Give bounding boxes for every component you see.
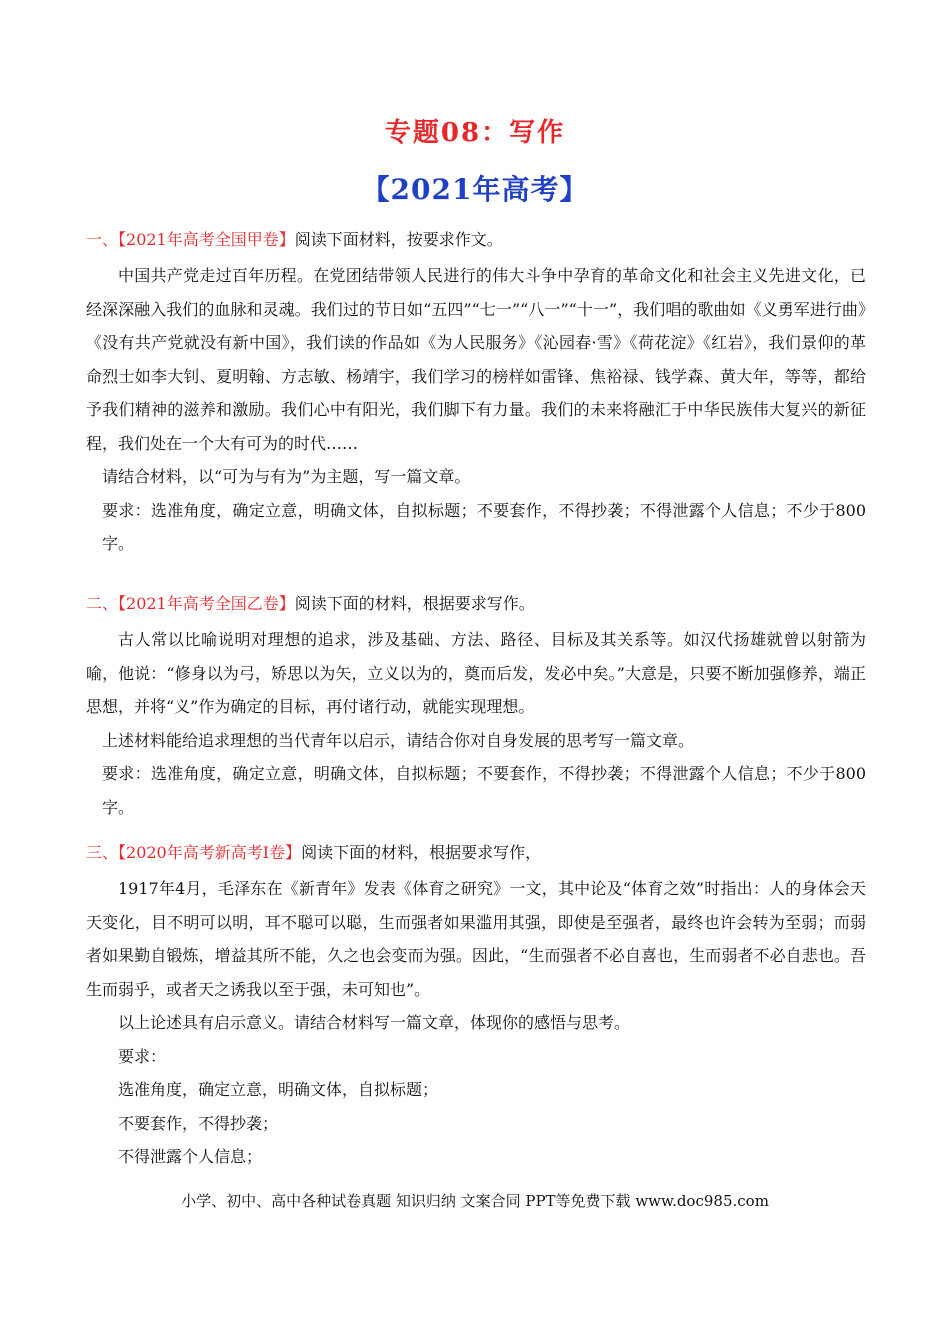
question-3-task: 以上论述具有启示意义。请结合材料写一篇文章，体现你的感悟与思考。 bbox=[118, 1013, 631, 1032]
question-2-number: 二、 bbox=[86, 594, 119, 613]
page-title: 专题08：写作 bbox=[384, 118, 566, 148]
question-3-number: 三、 bbox=[86, 843, 119, 862]
question-2-task: 上述材料能给追求理想的当代青年以启示，请结合你对自身发展的思考写一篇文章。 bbox=[102, 730, 695, 750]
question-1-number: 一、 bbox=[86, 230, 119, 249]
question-3-req-label: 要求： bbox=[118, 1046, 167, 1066]
question-2-source: 【2021年高考全国乙卷】 bbox=[118, 594, 295, 613]
question-3-source: 【2020年高考新高考Ⅰ卷】 bbox=[118, 843, 302, 862]
page-subtitle: 【2021年高考】 bbox=[361, 173, 589, 206]
question-2-prompt: 阅读下面的材料，根据要求写作。 bbox=[294, 594, 535, 613]
question-3-body bbox=[86, 872, 866, 1174]
question-2-requirements: 要求：选准角度，确定立意，明确文体，自拟标题；不要套作，不得抄袭；不得泄露个人信息；不少于800字。 bbox=[102, 764, 866, 817]
question-3-material: 1917年4月，毛泽东在《新青年》发表《体育之研究》一文，其中论及“体育之效”时指出：人的身体会天天变化，目不明可以明，耳不聪可以聪，生而强者如果滥用其强，即使是至强者，最终也许会转为至弱；而弱者如果勤自锻炼，增益其所不能，久之也会变而为强。因此，“生而强者不必自喜也，生而弱者不必自悲也。吾生而弱乎，或者天之诱我以至于强，未可知也”。 bbox=[86, 879, 866, 999]
question-1-heading bbox=[86, 228, 866, 252]
question-1-requirements: 要求：选准角度，确定立意，明确文体，自拟标题；不要套作，不得抄袭；不得泄露个人信息；不少于800字。 bbox=[102, 500, 866, 553]
question-2-material: 古人常以比喻说明对理想的追求，涉及基础、方法、路径、目标及其关系等。如汉代扬雄就曾以射箭为喻，他说：“修身以为弓，矫思以为矢，立义以为的，奠而后发，发必中矣。”大意是，只要不断加强修养，端正思想，并将“义”作为确定的目标，再付诸行动，就能实现理想。 bbox=[86, 630, 866, 716]
question-1-material: 中国共产党走过百年历程。在党团结带领人民进行的伟大斗争中孕育的革命文化和社会主义先进文化，已经深深融入我们的血脉和灵魂。我们过的节日如“五四”“七一”“八一”“十一”，我们唱的歌曲如《义勇军进行曲》《没有共产党就没有新中国》，我们读的作品如《为人民服务》《沁园春·雪》《荷花淀》《红岩》，我们景仰的革命烈士如李大钊、夏明翰、方志敏、杨靖宇，我们学习的榜样如雷锋、焦裕禄、钱学森、黄大年，等等，都给予我们精神的滋养和激励。我们心中有阳光，我们脚下有力量。我们的未来将融汇于中华民族伟大复兴的新征程，我们处在一个大有可为的时代…… bbox=[86, 266, 866, 453]
question-1-source: 【2021年高考全国甲卷】 bbox=[118, 230, 295, 249]
question-2-heading bbox=[86, 592, 866, 616]
question-3-req-item: 选准角度，确定立意，明确文体，自拟标题； bbox=[118, 1080, 439, 1099]
question-3-prompt: 阅读下面的材料，根据要求写作， bbox=[301, 843, 542, 862]
question-1-prompt: 阅读下面材料，按要求作文。 bbox=[294, 230, 503, 249]
question-3-heading bbox=[86, 841, 866, 865]
question-1-task: 请结合材料，以“可为与有为”为主题，写一篇文章。 bbox=[102, 467, 471, 486]
question-1-body bbox=[86, 259, 866, 561]
question-3-req-item: 不要套作，不得抄袭； bbox=[118, 1113, 279, 1133]
question-3-req-item: 不得泄露个人信息； bbox=[118, 1147, 263, 1166]
page-footer: 小学、初中、高中各种试卷真题 知识归纳 文案合同 PPT等免费下载 www.doc985.com bbox=[181, 1192, 769, 1210]
question-2-body bbox=[86, 623, 866, 824]
